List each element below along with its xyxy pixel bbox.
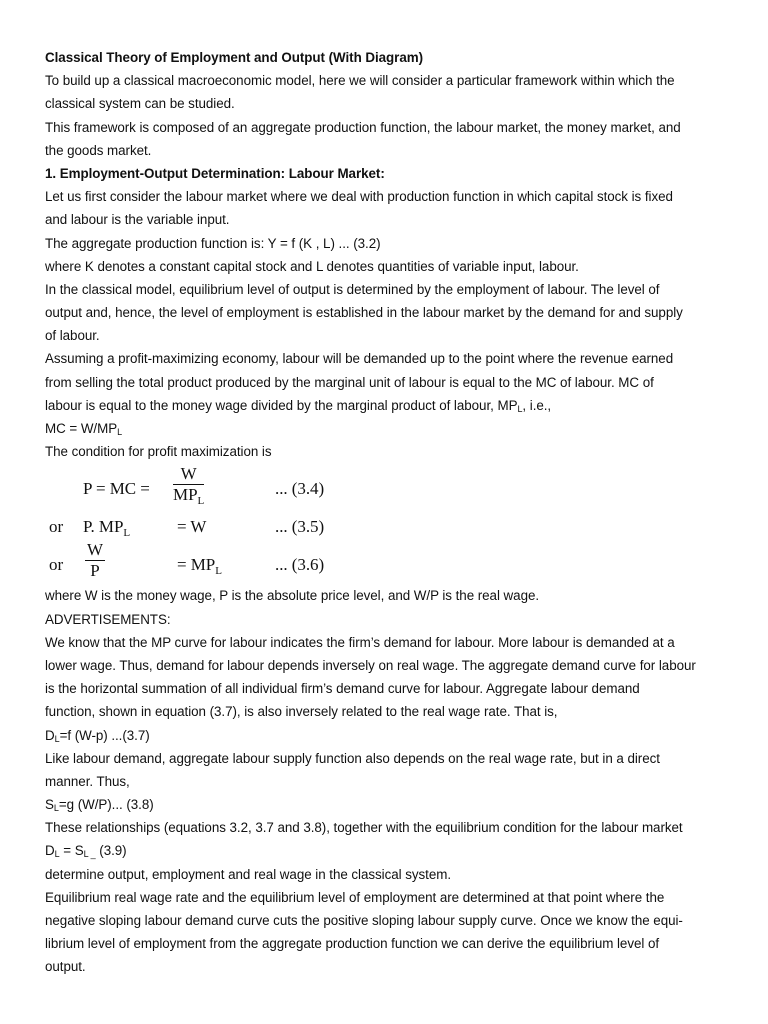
dl-formula: =f (W-p) ...(3.7) [59,727,150,743]
eq1-fraction [173,465,204,510]
eq1-lhs: P = MC = [83,479,150,499]
equation-3-4 [45,464,375,508]
paragraph-line: where W is the money wage, P is the absolute price level, and W/P is the real wage. [45,588,540,604]
eq2-or-label: or [49,517,64,537]
paragraph-line: Assuming a profit-maximizing economy, labour will be demanded up to the point where the revenue earned [45,351,674,367]
advertisements-label: ADVERTISEMENTS: [45,611,171,627]
equilibrium-condition-equation [45,839,735,862]
mc-formula-text: MC = W/MP [45,421,118,436]
eq1-numerator: W [173,465,204,485]
eq3-reference: ... (3.6) [275,555,325,575]
paragraph-line: lower wage. Thus, demand for labour depends inversely on real wage. The aggregate demand curve for labour [45,657,696,673]
eq3-rhs-sub: L [215,565,222,578]
eq3-or-label: or [49,555,64,575]
paragraph-line: output. [45,959,86,975]
eq3-rhs [177,553,222,583]
eq1-den-sub: L [197,495,205,508]
paragraph-line: negative sloping labour demand curve cuts the positive sloping labour supply curve. Once we know the equi- [45,913,683,928]
sl-symbol: S [45,797,54,813]
mc-line-sub: L [517,403,523,414]
section-heading: 1. Employment-Output Determination: Labour Market: [45,165,385,181]
equation-block [45,464,735,581]
paragraph-line: the goods market. [45,142,152,158]
paragraph-line: determine output, employment and real wage in the classical system. [45,866,452,882]
eq3-numerator: W [87,540,103,560]
paragraph-line: This framework is composed of an aggregate production function, the labour market, the money market, and [45,119,681,135]
eq3-fraction [85,541,105,580]
document-body [45,46,735,979]
eq2-reference: ... (3.5) [275,517,325,537]
paragraph-line: and labour is the variable input. [45,212,230,228]
equation-3-6 [45,540,375,581]
dl-sub: L [54,733,60,744]
labour-demand-equation [45,724,735,747]
paragraph-line: In the classical model, equilibrium level of output is determined by the employment of labour. The level of [45,281,660,297]
production-function-line: The aggregate production function is: Y = f (K , L) ... (3.2) [45,235,381,251]
labour-supply-equation [45,793,735,816]
document-title: Classical Theory of Employment and Output (With Diagram) [45,50,424,65]
eq39-d: D [45,843,55,859]
sl-sub: L [53,803,59,814]
dl-symbol: D [45,727,55,743]
paragraph-line: output and, hence, the level of employment is established in the labour market by the demand for and supply [45,305,683,321]
condition-line: The condition for profit maximization is [45,444,272,460]
paragraph-line: Like labour demand, aggregate labour supply function also depends on the real wage rate, but in a direct [45,750,660,766]
paragraph-line: Let us first consider the labour market where we deal with production function in which capital stock is fixed [45,189,673,205]
mc-formula-sub: L [117,427,123,437]
eq1-reference: ... (3.4) [275,479,325,499]
sl-formula: =g (W/P)... (3.8) [58,797,154,813]
paragraph-line: from selling the total product produced by the marginal unit of labour is equal to the MC of labour. MC of [45,374,654,390]
eq39-d-sub: L [54,849,60,860]
paragraph-line: manner. Thus, [45,773,130,789]
paragraph-line: classical system can be studied. [45,96,235,112]
eq39-s-sub: L _ [83,849,96,860]
eq39-ref: (3.9) [95,843,127,859]
paragraph-line: Equilibrium real wage rate and the equilibrium level of employment are determined at that point where the [45,889,665,905]
mc-formula [45,417,735,440]
eq2-lhs-sub: L [123,527,131,540]
paragraph-line: librium level of employment from the aggregate production function we can derive the equilibrium level of [45,936,660,952]
eq2-lhs-text: P. MP [83,517,124,537]
mc-definition-line [45,394,735,417]
eq3-rhs-text: = MP [177,555,216,575]
paragraph-line: where K denotes a constant capital stock and L denotes quantities of variable input, labour. [45,258,579,274]
paragraph-line: is the horizontal summation of all individual firm’s demand curve for labour. Aggregate labour demand [45,681,640,697]
eq39-mid: = S [59,843,84,859]
paragraph-line: We know that the MP curve for labour indicates the firm’s demand for labour. More labour is demanded at a [45,634,675,650]
paragraph-line: of labour. [45,328,100,344]
mc-line-end: , i.e., [522,397,552,413]
eq1-den-text: MP [173,485,198,505]
eq2-rhs: = W [177,517,207,537]
equation-3-5 [45,505,375,541]
eq3-denominator: P [90,561,100,581]
paragraph-line: These relationships (equations 3.2, 3.7 and 3.8), together with the equilibrium condition for the labour market [45,820,683,836]
mc-line-text: labour is equal to the money wage divided by the marginal product of labour, MP [45,397,518,413]
paragraph-line: function, shown in equation (3.7), is also inversely related to the real wage rate. That is, [45,704,558,720]
paragraph-line: To build up a classical macroeconomic model, here we will consider a particular framework within which the [45,73,675,89]
